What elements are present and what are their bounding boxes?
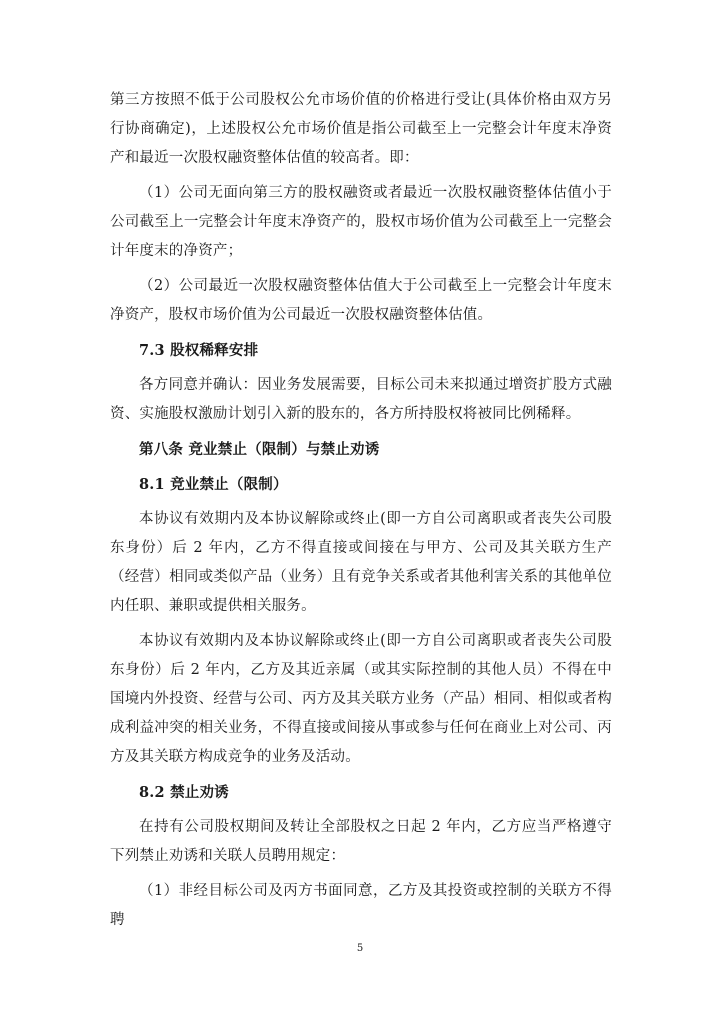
list-item-2: （2）公司最近一次股权融资整体估值大于公司截至上一完整会计年度末净资产，股权市场价值为公司最近一次股权融资整体估值。 (110, 278, 612, 323)
paragraph-non-compete-1: 本协议有效期内及本协议解除或终止(即一方自公司离职或者丧失公司股东身份）后 2 年内，乙方不得直接或间接在与甲方、公司及其关联方生产（经营）相同或类似产品（业务）且有竞争关系或者其他利害关系的其他单位内任职、兼职或提供相关服务。 (110, 511, 612, 614)
paragraph-non-solicit: 在持有公司股权期间及转让全部股权之日起 2 年内，乙方应当严格遵守下列禁止劝诱和关联人员聘用规定： (110, 819, 612, 864)
section-heading-8-2: 8.2 禁止劝诱 (139, 784, 229, 801)
section-heading-7-3: 7.3 股权稀释安排 (139, 342, 259, 359)
document-body (110, 86, 612, 935)
section-heading-8-1: 8.1 竞业禁止（限制） (139, 476, 288, 493)
paragraph-continuation: 第三方按照不低于公司股权公允市场价值的价格进行受让(具体价格由双方另行协商确定)，上述股权公允市场价值是指公司截至上一完整会计年度末净资产和最近一次股权融资整体估值的较高者。即： (110, 92, 612, 166)
article-heading-8: 第八条 竞业禁止（限制）与禁止劝诱 (139, 441, 380, 458)
page-number: 5 (356, 943, 364, 954)
paragraph-dilution: 各方同意并确认：因业务发展需要，目标公司未来拟通过增资扩股方式融资、实施股权激励计划引入新的股东的，各方所持股权将被同比例稀释。 (110, 377, 612, 422)
list-item-1: （1）公司无面向第三方的股权融资或者最近一次股权融资整体估值小于公司截至上一完整会计年度末净资产的，股权市场价值为公司截至上一完整会计年度末的净资产； (110, 185, 612, 259)
list-item-non-solicit-1: （1）非经目标公司及丙方书面同意，乙方及其投资或控制的关联方不得聘 (110, 883, 612, 928)
paragraph-non-compete-2: 本协议有效期内及本协议解除或终止(即一方自公司离职或者丧失公司股东身份）后 2 年内，乙方及其近亲属（或其实际控制的其他人员）不得在中国境内外投资、经营与公司、丙方及其关联方业务（产品）相同、相似或者构成利益冲突的相关业务，不得直接或间接从事或参与任何在商业上对公司、丙方及其关联方构成竞争的业务及活动。 (110, 633, 612, 765)
